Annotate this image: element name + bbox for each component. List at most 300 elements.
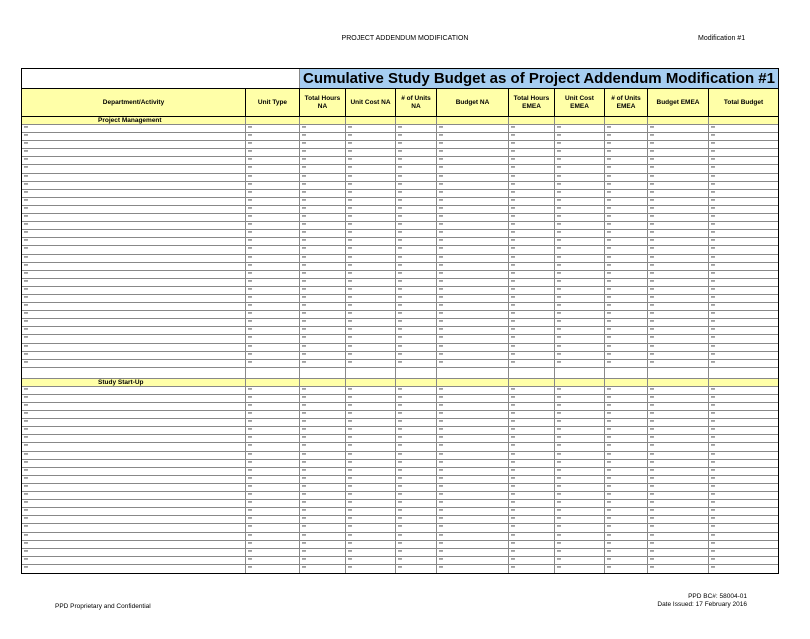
table-cell: **: [605, 190, 648, 197]
table-cell: **: [396, 319, 437, 326]
table-cell: **: [555, 443, 605, 450]
table-cell: **: [346, 214, 396, 221]
table-cell: [300, 379, 346, 386]
table-cell: **: [346, 427, 396, 434]
table-cell: **: [711, 460, 715, 467]
table-cell: **: [346, 327, 396, 334]
table-cell: **: [22, 335, 246, 342]
table-cell: **: [648, 500, 709, 507]
table-cell: **: [509, 246, 555, 253]
table-cell: **: [509, 182, 555, 189]
table-cell: **: [346, 206, 396, 213]
table-cell: **: [396, 198, 437, 205]
table-cell: **: [346, 174, 396, 181]
table-cell: **: [555, 149, 605, 156]
table-cell: **: [555, 198, 605, 205]
table-cell: **: [555, 427, 605, 434]
table-cell: **: [396, 565, 437, 573]
table-cell: **: [396, 271, 437, 278]
table-body: [22, 117, 778, 573]
table-cell: **: [437, 246, 509, 253]
table-cell: **: [437, 565, 509, 573]
table-cell: **: [711, 142, 715, 149]
table-cell: **: [605, 271, 648, 278]
table-cell: **: [711, 549, 715, 556]
table-cell: [509, 379, 555, 386]
table-cell: **: [648, 157, 709, 164]
table-cell: **: [711, 468, 715, 475]
table-cell: **: [22, 222, 246, 229]
table-cell: **: [300, 238, 346, 245]
table-cell: **: [396, 549, 437, 556]
table-cell: **: [711, 215, 715, 222]
column-header: Department/Activity: [22, 89, 246, 116]
table-cell: **: [437, 255, 509, 262]
table-cell: **: [246, 427, 300, 434]
table-cell: **: [437, 149, 509, 156]
table-cell: **: [300, 141, 346, 148]
table-cell: **: [22, 452, 246, 459]
table-cell: **: [437, 476, 509, 483]
table-cell: **: [437, 311, 509, 318]
table-cell: **: [711, 312, 715, 319]
table-cell: **: [246, 255, 300, 262]
table-cell: [346, 379, 396, 386]
table-cell: **: [300, 263, 346, 270]
table-cell: **: [396, 327, 437, 334]
table-cell: **: [555, 311, 605, 318]
table-cell: **: [711, 395, 715, 402]
table-cell: **: [300, 319, 346, 326]
table-cell: **: [346, 452, 396, 459]
table-cell: **: [346, 271, 396, 278]
table-cell: **: [711, 517, 715, 524]
table-cell: **: [396, 222, 437, 229]
table-cell: **: [509, 352, 555, 359]
table-cell: [246, 368, 300, 378]
table-cell: **: [605, 174, 648, 181]
table-cell: **: [509, 230, 555, 237]
table-cell: **: [22, 141, 246, 148]
table-cell: **: [246, 484, 300, 491]
table-cell: **: [300, 360, 346, 367]
table-cell: **: [555, 387, 605, 394]
table-cell: **: [605, 352, 648, 359]
table-row: [22, 557, 778, 565]
table-cell: **: [605, 222, 648, 229]
section-header-row: [22, 117, 778, 125]
table-cell: **: [346, 508, 396, 515]
table-cell: **: [246, 452, 300, 459]
table-cell: **: [300, 311, 346, 318]
table-cell: **: [300, 460, 346, 467]
table-cell: **: [22, 484, 246, 491]
section-header-row: [22, 379, 778, 387]
budget-table: [21, 68, 779, 574]
table-cell: **: [246, 360, 300, 367]
table-cell: **: [437, 492, 509, 499]
table-cell: **: [22, 295, 246, 302]
table-cell: **: [605, 360, 648, 367]
table-cell: **: [648, 311, 709, 318]
table-cell: **: [555, 492, 605, 499]
table-cell: **: [300, 468, 346, 475]
table-cell: **: [246, 344, 300, 351]
table-cell: **: [605, 516, 648, 523]
table-cell: **: [396, 524, 437, 531]
table-cell: **: [648, 427, 709, 434]
table-cell: **: [437, 206, 509, 213]
table-cell: **: [346, 157, 396, 164]
table-cell: **: [437, 468, 509, 475]
table-cell: **: [711, 206, 715, 213]
table-cell: **: [648, 230, 709, 237]
table-cell: **: [711, 541, 715, 548]
table-cell: **: [605, 141, 648, 148]
table-cell: [709, 379, 778, 386]
table-cell: **: [555, 419, 605, 426]
table-cell: **: [555, 395, 605, 402]
table-cell: **: [437, 303, 509, 310]
table-cell: **: [437, 452, 509, 459]
table-cell: **: [605, 411, 648, 418]
table-cell: **: [246, 230, 300, 237]
table-cell: **: [605, 557, 648, 564]
table-cell: **: [509, 206, 555, 213]
table-cell: **: [396, 303, 437, 310]
column-header: Unit Cost NA: [346, 89, 396, 116]
table-cell: **: [346, 311, 396, 318]
table-cell: **: [648, 419, 709, 426]
table-cell: **: [605, 311, 648, 318]
table-row: [22, 238, 778, 246]
table-cell: **: [555, 271, 605, 278]
table-row: [22, 360, 778, 368]
table-cell: **: [555, 165, 605, 172]
table-cell: **: [509, 508, 555, 515]
table-cell: **: [346, 279, 396, 286]
column-header: Total Budget: [723, 98, 764, 106]
table-cell: **: [22, 500, 246, 507]
table-cell: [437, 368, 509, 378]
table-cell: **: [648, 460, 709, 467]
table-row: [22, 516, 778, 524]
table-cell: **: [555, 214, 605, 221]
table-cell: **: [246, 327, 300, 334]
table-cell: **: [555, 190, 605, 197]
table-cell: **: [300, 335, 346, 342]
table-cell: **: [22, 174, 246, 181]
table-cell: **: [437, 198, 509, 205]
table-cell: **: [509, 516, 555, 523]
table-cell: **: [437, 230, 509, 237]
table-cell: [246, 117, 300, 124]
table-cell: **: [555, 238, 605, 245]
table-cell: **: [437, 287, 509, 294]
table-cell: **: [22, 279, 246, 286]
table-cell: **: [605, 468, 648, 475]
table-cell: **: [711, 263, 715, 270]
table-cell: **: [711, 198, 715, 205]
table-cell: **: [300, 190, 346, 197]
table-cell: **: [648, 352, 709, 359]
table-cell: **: [246, 352, 300, 359]
table-cell: **: [648, 516, 709, 523]
table-cell: **: [346, 319, 396, 326]
table-cell: **: [22, 508, 246, 515]
table-cell: **: [246, 198, 300, 205]
table-cell: **: [300, 524, 346, 531]
table-cell: **: [605, 435, 648, 442]
table-cell: **: [605, 238, 648, 245]
table-cell: **: [246, 419, 300, 426]
table-cell: **: [396, 263, 437, 270]
table-cell: **: [396, 360, 437, 367]
table-row: [22, 476, 778, 484]
table-cell: **: [555, 335, 605, 342]
table-cell: **: [346, 411, 396, 418]
table-cell: **: [509, 174, 555, 181]
table-cell: **: [648, 541, 709, 548]
table-cell: **: [711, 182, 715, 189]
table-cell: **: [648, 327, 709, 334]
table-cell: **: [437, 335, 509, 342]
table-cell: **: [246, 533, 300, 540]
table-cell: **: [300, 230, 346, 237]
table-cell: **: [396, 246, 437, 253]
table-cell: **: [648, 335, 709, 342]
table-cell: **: [396, 311, 437, 318]
table-cell: **: [22, 344, 246, 351]
table-cell: **: [22, 263, 246, 270]
table-cell: **: [648, 214, 709, 221]
table-cell: **: [22, 165, 246, 172]
table-cell: **: [509, 335, 555, 342]
table-cell: **: [509, 141, 555, 148]
table-cell: **: [300, 295, 346, 302]
table-row: [22, 352, 778, 360]
table-cell: **: [509, 327, 555, 334]
table-cell: **: [437, 174, 509, 181]
table-cell: **: [437, 125, 509, 132]
table-cell: **: [437, 460, 509, 467]
table-cell: **: [246, 133, 300, 140]
table-cell: **: [246, 303, 300, 310]
table-cell: **: [711, 126, 715, 132]
table-cell: **: [509, 214, 555, 221]
table-cell: **: [300, 165, 346, 172]
table-cell: **: [396, 468, 437, 475]
table-row: [22, 190, 778, 198]
table-row: [22, 549, 778, 557]
table-cell: **: [555, 157, 605, 164]
table-cell: **: [346, 360, 396, 367]
table-row: [22, 174, 778, 182]
table-cell: **: [246, 190, 300, 197]
title-row: [22, 69, 778, 89]
table-cell: **: [346, 500, 396, 507]
table-cell: **: [605, 214, 648, 221]
table-cell: **: [711, 484, 715, 491]
table-cell: **: [605, 157, 648, 164]
table-cell: **: [22, 419, 246, 426]
table-cell: **: [300, 352, 346, 359]
table-cell: **: [555, 411, 605, 418]
column-header: # of Units EMEA: [605, 89, 648, 116]
table-cell: **: [246, 263, 300, 270]
table-cell: **: [648, 271, 709, 278]
table-cell: **: [346, 565, 396, 573]
table-cell: **: [509, 387, 555, 394]
table-cell: **: [300, 549, 346, 556]
table-cell: **: [346, 524, 396, 531]
table-cell: **: [648, 206, 709, 213]
table-cell: **: [605, 549, 648, 556]
table-row: [22, 230, 778, 238]
table-row: [22, 295, 778, 303]
column-header: Unit Type: [246, 89, 300, 116]
table-cell: **: [711, 344, 715, 351]
table-cell: **: [711, 404, 715, 410]
table-cell: **: [605, 206, 648, 213]
table-row: [22, 165, 778, 173]
table-cell: **: [555, 524, 605, 531]
table-cell: **: [555, 565, 605, 573]
table-row: [22, 335, 778, 343]
table-cell: **: [711, 336, 715, 343]
table-cell: **: [396, 279, 437, 286]
table-cell: **: [648, 565, 709, 573]
table-cell: **: [22, 516, 246, 523]
table-cell: **: [555, 460, 605, 467]
table-cell: **: [648, 524, 709, 531]
table-cell: **: [300, 198, 346, 205]
table-cell: **: [437, 165, 509, 172]
table-row: [22, 443, 778, 451]
table-cell: **: [555, 255, 605, 262]
table-cell: **: [246, 319, 300, 326]
table-cell: **: [246, 141, 300, 148]
table-cell: **: [509, 468, 555, 475]
table-cell: **: [22, 403, 246, 410]
table-cell: **: [22, 360, 246, 367]
table-cell: **: [346, 460, 396, 467]
table-cell: [605, 117, 648, 124]
table-cell: **: [246, 468, 300, 475]
table-cell: [648, 117, 709, 124]
table-cell: **: [396, 141, 437, 148]
table-cell: **: [346, 549, 396, 556]
title-spacer: [22, 69, 300, 88]
table-row: [22, 133, 778, 141]
table-cell: **: [300, 492, 346, 499]
table-cell: **: [605, 303, 648, 310]
table-cell: **: [555, 141, 605, 148]
table-cell: **: [396, 411, 437, 418]
table-cell: **: [509, 541, 555, 548]
table-cell: **: [648, 403, 709, 410]
table-cell: **: [437, 395, 509, 402]
table-cell: **: [711, 525, 715, 532]
table-cell: **: [437, 443, 509, 450]
table-cell: **: [648, 319, 709, 326]
table-cell: **: [605, 165, 648, 172]
table-cell: **: [246, 287, 300, 294]
table-cell: **: [509, 198, 555, 205]
column-header-row: [22, 89, 778, 117]
table-cell: [300, 117, 346, 124]
table-cell: **: [396, 533, 437, 540]
table-cell: **: [246, 222, 300, 229]
table-cell: **: [300, 327, 346, 334]
table-row: [22, 419, 778, 427]
table-cell: **: [648, 533, 709, 540]
table-cell: **: [509, 460, 555, 467]
table-title: Cumulative Study Budget as of Project Addendum Modification #1: [300, 69, 778, 88]
table-cell: **: [648, 279, 709, 286]
table-cell: **: [711, 231, 715, 238]
table-cell: **: [437, 214, 509, 221]
table-cell: **: [300, 255, 346, 262]
table-cell: **: [555, 174, 605, 181]
table-cell: **: [711, 387, 715, 394]
table-cell: **: [22, 214, 246, 221]
table-row: [22, 387, 778, 395]
table-cell: **: [605, 565, 648, 573]
table-row: [22, 403, 778, 411]
table-cell: **: [509, 125, 555, 132]
table-cell: **: [437, 263, 509, 270]
table-cell: **: [648, 263, 709, 270]
table-row: [22, 541, 778, 549]
table-cell: **: [555, 516, 605, 523]
table-cell: **: [246, 279, 300, 286]
table-cell: **: [346, 230, 396, 237]
table-cell: **: [605, 246, 648, 253]
table-cell: [509, 117, 555, 124]
table-cell: **: [22, 411, 246, 418]
table-cell: **: [246, 395, 300, 402]
table-row: [22, 395, 778, 403]
table-cell: **: [605, 427, 648, 434]
table-cell: **: [555, 279, 605, 286]
table-cell: **: [555, 500, 605, 507]
table-cell: **: [437, 500, 509, 507]
table-cell: **: [509, 484, 555, 491]
table-cell: **: [555, 206, 605, 213]
table-cell: **: [246, 387, 300, 394]
table-cell: **: [396, 174, 437, 181]
table-cell: **: [346, 263, 396, 270]
table-cell: **: [346, 335, 396, 342]
table-cell: **: [648, 476, 709, 483]
table-cell: **: [555, 557, 605, 564]
table-cell: **: [711, 428, 715, 435]
column-header: Budget EMEA: [648, 89, 709, 116]
table-row: [22, 500, 778, 508]
table-cell: **: [648, 484, 709, 491]
table-cell: **: [555, 435, 605, 442]
table-cell: **: [437, 352, 509, 359]
table-cell: **: [509, 271, 555, 278]
table-cell: **: [648, 360, 709, 367]
table-cell: **: [300, 427, 346, 434]
table-cell: **: [605, 295, 648, 302]
table-cell: **: [346, 403, 396, 410]
table-cell: **: [711, 493, 715, 500]
table-cell: **: [555, 484, 605, 491]
table-cell: **: [346, 238, 396, 245]
